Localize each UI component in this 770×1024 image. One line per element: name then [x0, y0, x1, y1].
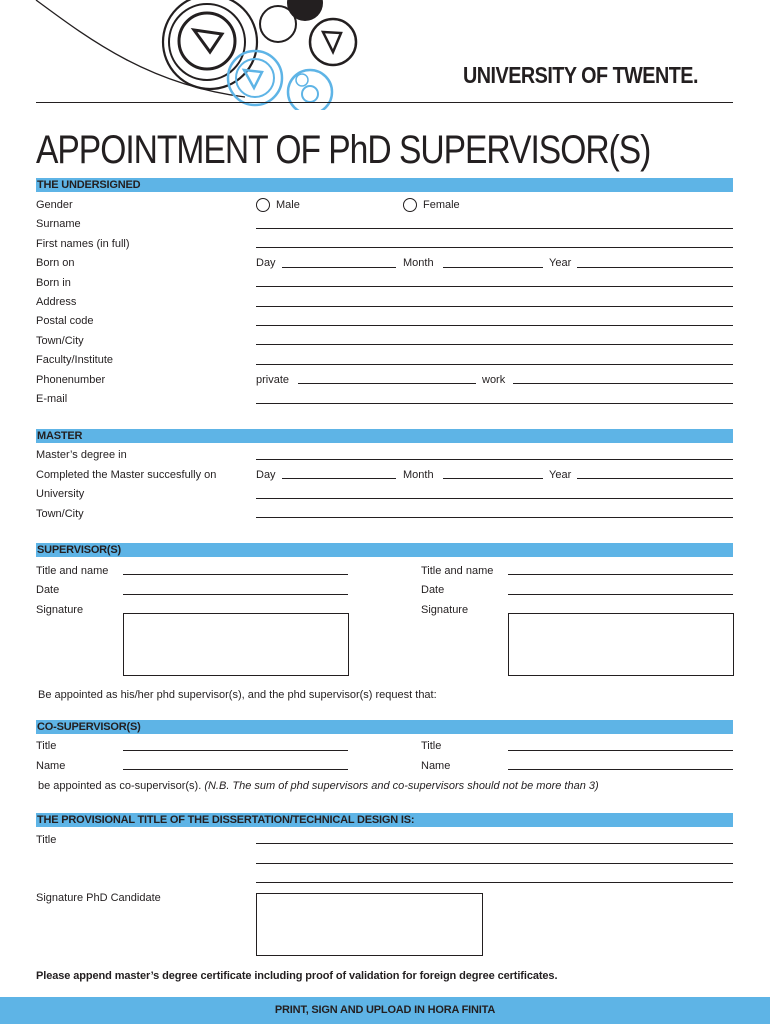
supervisor2-signature-box[interactable] [508, 613, 734, 676]
page-title: APPOINTMENT OF PhD SUPERVISOR(S) [36, 128, 651, 172]
master-university-field[interactable] [256, 498, 733, 499]
header-divider [36, 102, 733, 103]
surname-label: Surname [36, 218, 81, 230]
postal-code-field[interactable] [256, 325, 733, 326]
male-radio[interactable] [256, 198, 270, 212]
phone-label: Phonenumber [36, 374, 106, 386]
master-day-field[interactable] [282, 478, 396, 479]
born-month-field[interactable] [443, 267, 543, 268]
first-names-label: First names (in full) [36, 238, 130, 250]
born-day-field[interactable] [282, 267, 396, 268]
faculty-label: Faculty/Institute [36, 354, 114, 366]
male-label: Male [276, 199, 300, 211]
cosupervisors-appointed-text [38, 779, 599, 793]
master-month-field[interactable] [443, 478, 543, 479]
born-year-label: Year [549, 257, 572, 269]
female-radio[interactable] [403, 198, 417, 212]
dissertation-title-field-2[interactable] [256, 863, 733, 864]
female-label: Female [423, 199, 460, 211]
cosupervisor1-name-field[interactable] [123, 769, 348, 770]
cosupervisor2-title-label: Title [421, 740, 442, 752]
first-names-field[interactable] [256, 247, 733, 248]
born-on-label: Born on [36, 257, 75, 269]
master-town-field[interactable] [256, 517, 733, 518]
cosupervisor2-name-label: Name [421, 760, 451, 772]
university-logo [0, 0, 380, 110]
born-month-label: Month [403, 257, 434, 269]
section-dissertation-header: THE PROVISIONAL TITLE OF THE DISSERTATION/TECHNICAL DESIGN IS: [36, 813, 733, 827]
address-field[interactable] [256, 306, 733, 307]
candidate-signature-label: Signature PhD Candidate [36, 892, 161, 904]
cosupervisors-note: (N.B. The sum of phd supervisors and co-supervisors should not be more than 3) [204, 780, 599, 792]
email-field[interactable] [256, 403, 733, 404]
university-name: UNIVERSITY OF TWENTE. [463, 62, 698, 88]
supervisor1-signature-label: Signature [36, 604, 84, 616]
cosupervisor2-name-field[interactable] [508, 769, 733, 770]
address-label: Address [36, 296, 77, 308]
append-note: Please append master’s degree certificate including proof of validation for foreign degree certificates. [36, 970, 558, 982]
gender-label: Gender [36, 199, 73, 211]
section-undersigned-header: THE UNDERSIGNED [36, 178, 733, 192]
cosupervisor2-title-field[interactable] [508, 750, 733, 751]
dissertation-title-field-3[interactable] [256, 882, 733, 883]
supervisors-appointed-text: Be appointed as his/her phd supervisor(s), and the phd supervisor(s) request that: [38, 689, 437, 701]
master-month-label: Month [403, 469, 434, 481]
faculty-field[interactable] [256, 364, 733, 365]
supervisor1-title-field[interactable] [123, 574, 348, 575]
supervisor2-title-field[interactable] [508, 574, 733, 575]
candidate-signature-box[interactable] [256, 893, 483, 956]
phone-work-field[interactable] [513, 383, 733, 384]
town-city-label: Town/City [36, 335, 84, 347]
phone-work-label: work [482, 374, 506, 386]
postal-code-label: Postal code [36, 315, 94, 327]
born-in-label: Born in [36, 277, 71, 289]
supervisor2-title-label: Title and name [421, 565, 494, 577]
master-town-label: Town/City [36, 508, 84, 520]
master-year-label: Year [549, 469, 572, 481]
master-degree-label: Master’s degree in [36, 449, 127, 461]
email-label: E-mail [36, 393, 68, 405]
phone-private-label: private [256, 374, 290, 386]
born-year-field[interactable] [577, 267, 733, 268]
cosupervisor1-name-label: Name [36, 760, 66, 772]
master-university-label: University [36, 488, 85, 500]
supervisor1-date-label: Date [36, 584, 60, 596]
section-master-header: MASTER [36, 429, 733, 443]
supervisor2-signature-label: Signature [421, 604, 469, 616]
supervisor2-date-label: Date [421, 584, 445, 596]
phone-private-field[interactable] [298, 383, 476, 384]
born-day-label: Day [256, 257, 276, 269]
section-supervisors-header: SUPERVISOR(S) [36, 543, 733, 557]
supervisor1-title-label: Title and name [36, 565, 109, 577]
footer-instruction: PRINT, SIGN AND UPLOAD IN HORA FINITA [274, 1004, 496, 1016]
master-year-field[interactable] [577, 478, 733, 479]
footer-instruction-bar [0, 997, 770, 1024]
dissertation-title-field-1[interactable] [256, 843, 733, 844]
supervisor2-date-field[interactable] [508, 594, 733, 595]
town-city-field[interactable] [256, 344, 733, 345]
supervisor1-signature-box[interactable] [123, 613, 349, 676]
surname-field[interactable] [256, 228, 733, 229]
born-in-field[interactable] [256, 286, 733, 287]
cosupervisor1-title-label: Title [36, 740, 57, 752]
master-degree-field[interactable] [256, 459, 733, 460]
cosupervisors-appointed-main: be appointed as co-supervisor(s). [38, 780, 202, 792]
dissertation-title-label: Title [36, 834, 57, 846]
section-cosupervisors-header: CO-SUPERVISOR(S) [36, 720, 733, 734]
master-day-label: Day [256, 469, 276, 481]
master-completed-label: Completed the Master succesfully on [36, 469, 217, 481]
cosupervisor1-title-field[interactable] [123, 750, 348, 751]
supervisor1-date-field[interactable] [123, 594, 348, 595]
